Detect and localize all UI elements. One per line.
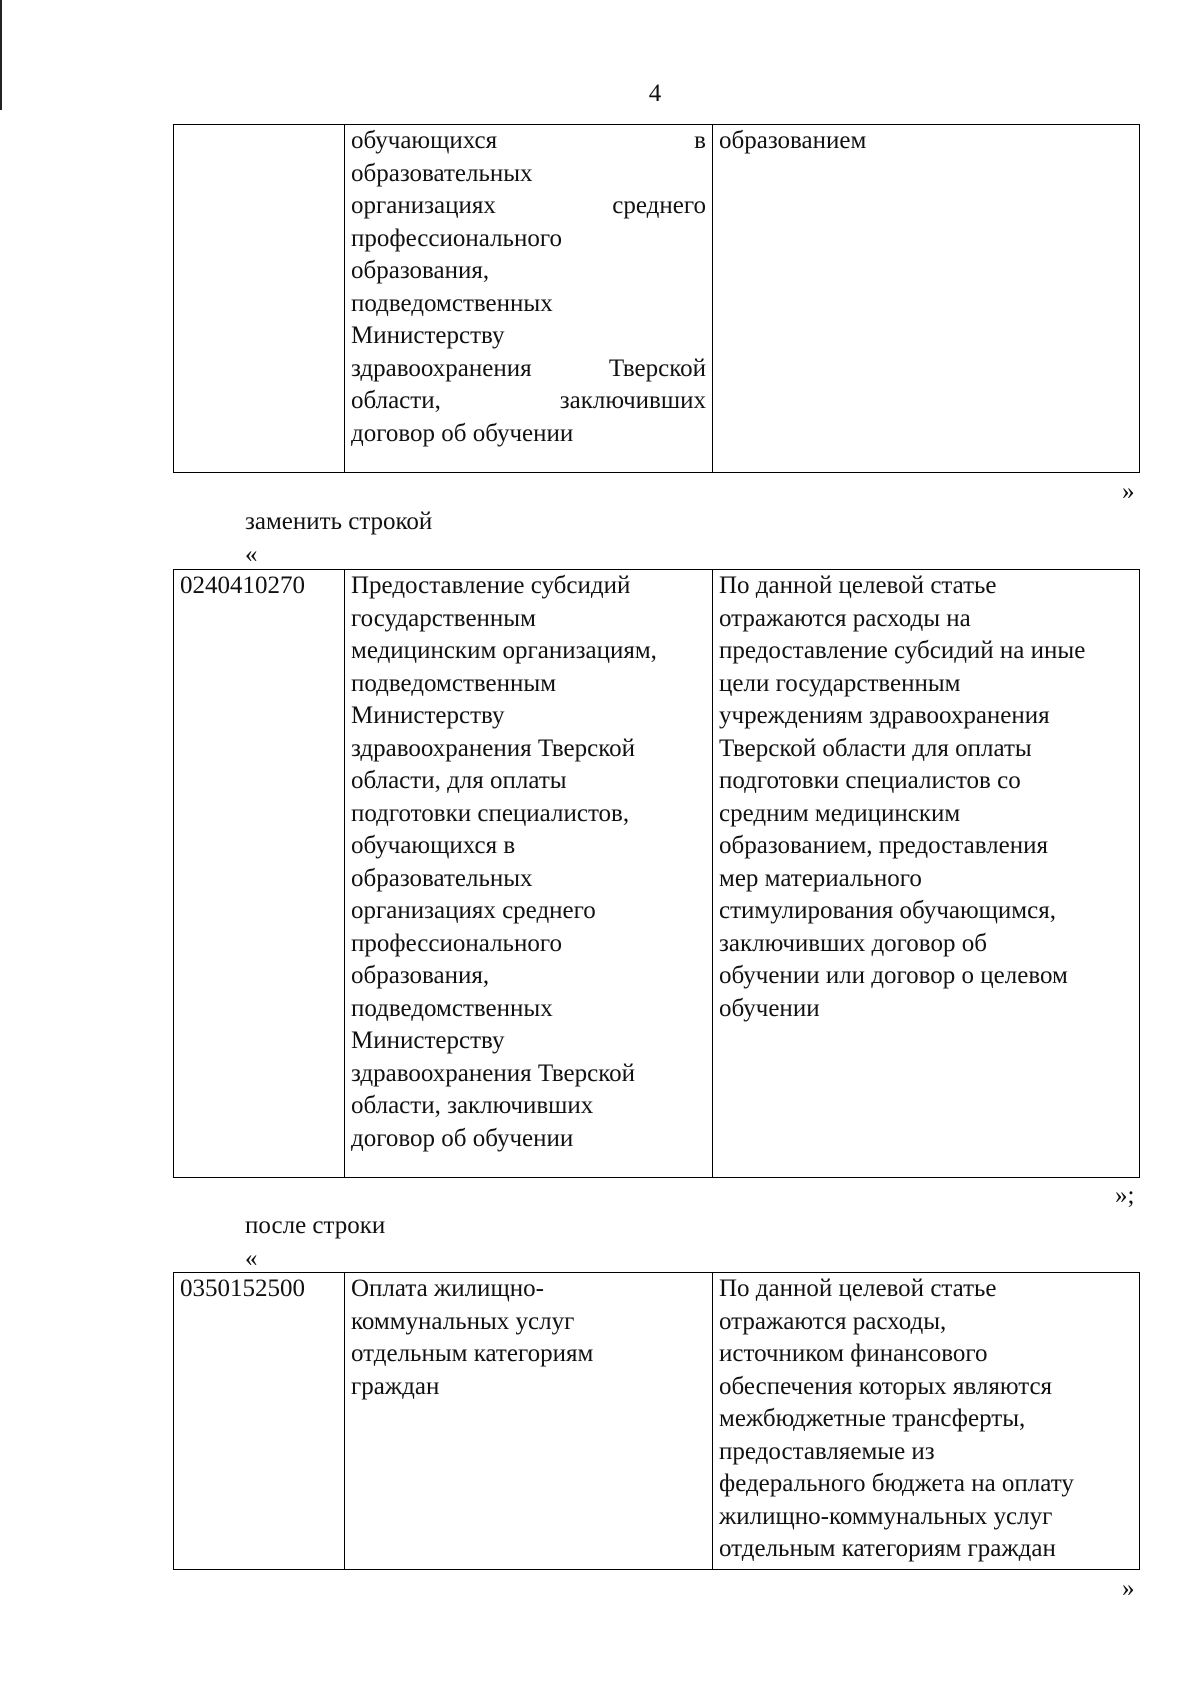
name-line: области, для оплаты: [351, 767, 567, 794]
name-line: подготовки специалистов,: [351, 799, 630, 827]
name-line: области, заключивших: [351, 1092, 594, 1119]
name-line: подведомственных: [351, 994, 553, 1022]
description-cell: образованием: [713, 125, 1140, 473]
name-line: образовательных: [351, 159, 533, 187]
code-cell: [174, 125, 345, 473]
description-line: отражаются расходы на: [719, 604, 971, 632]
name-line: медицинским организациям,: [351, 637, 657, 664]
name-line: образовательных: [351, 864, 533, 892]
description-line: заключивших договор об: [719, 929, 987, 957]
closing-quote: »: [1122, 1575, 1135, 1602]
closing-quote: »: [1122, 478, 1135, 505]
description-line: отдельным категориям граждан: [719, 1535, 1056, 1562]
description-line: средним медицинским: [719, 799, 961, 827]
name-line: организациях среднего: [351, 192, 706, 219]
table-replacement-row: [173, 569, 1140, 1178]
opening-quote: «: [245, 1245, 258, 1272]
description-cell: [713, 570, 1140, 1178]
name-line: образования,: [351, 257, 490, 284]
description-line: По данной целевой статье: [719, 572, 997, 599]
name-cell: [345, 1273, 713, 1570]
description-cell: [713, 1273, 1140, 1570]
name-line: здравоохранения Тверской: [351, 1059, 635, 1087]
description-line: обучении или договор о целевом: [719, 962, 1068, 989]
instruction-after-row: после строки: [245, 1212, 386, 1239]
table-reference-row: [173, 1272, 1140, 1570]
closing-quote-semicolon: »;: [1115, 1182, 1135, 1209]
name-line: договор об обучении: [351, 1124, 574, 1152]
table-continued-row: [173, 124, 1140, 473]
table-row: [174, 570, 1140, 1178]
description-line: жилищно-коммунальных услуг: [719, 1502, 1053, 1530]
name-line: Оплата жилищно-: [351, 1275, 544, 1302]
table-row: [174, 125, 1140, 473]
description-line: По данной целевой статье: [719, 1275, 997, 1302]
description-line: обеспечения которых являются: [719, 1372, 1053, 1400]
name-line: отдельным категориям: [351, 1340, 594, 1367]
table-row: [174, 1273, 1140, 1570]
description-line: федерального бюджета на оплату: [719, 1470, 1074, 1497]
name-line: здравоохранения Тверской: [351, 734, 635, 762]
description-line: отражаются расходы,: [719, 1307, 947, 1335]
page-number: 4: [648, 80, 662, 107]
description-line: межбюджетные трансферты,: [719, 1405, 1026, 1432]
code-cell: 0240410270: [174, 570, 345, 1178]
name-line: договор об обучении: [351, 419, 574, 447]
name-line: профессионального: [351, 929, 562, 957]
opening-quote: «: [245, 541, 258, 568]
description-line: мер материального: [719, 864, 922, 892]
name-line: Министерству: [351, 1027, 505, 1054]
name-line: обучающихся в: [351, 832, 516, 859]
instruction-replace: заменить строкой: [245, 508, 433, 535]
name-line: профессионального: [351, 224, 562, 252]
name-line: Министерству: [351, 322, 505, 349]
name-line: коммунальных услуг: [351, 1307, 575, 1335]
name-cell: [345, 570, 713, 1178]
description-line: стимулирования обучающимся,: [719, 897, 1056, 924]
name-line: образования,: [351, 962, 490, 989]
description-line: цели государственным: [719, 669, 961, 697]
description-line: обучении: [719, 994, 820, 1022]
description-line: предоставляемые из: [719, 1437, 935, 1465]
name-line: подведомственных: [351, 289, 553, 317]
name-line: здравоохранения Тверской: [351, 354, 706, 382]
description-line: образованием, предоставления: [719, 832, 1049, 859]
name-line: государственным: [351, 604, 536, 632]
description-line: учреждениям здравоохранения: [719, 702, 1050, 729]
name-line: граждан: [351, 1372, 440, 1400]
name-line: Министерству: [351, 702, 505, 729]
name-line: организациях среднего: [351, 897, 596, 924]
description-line: предоставление субсидий на иные: [719, 637, 1086, 664]
description-line: источником финансового: [719, 1340, 988, 1367]
name-line: обучающихся в: [351, 127, 706, 154]
name-cell: [345, 125, 713, 473]
name-line: области, заключивших: [351, 387, 706, 414]
description-line: Тверской области для оплаты: [719, 734, 1032, 762]
code-cell: 0350152500: [174, 1273, 345, 1570]
description-line: подготовки специалистов со: [719, 767, 1021, 794]
name-line: Предоставление субсидий: [351, 572, 631, 599]
name-line: подведомственным: [351, 669, 557, 697]
